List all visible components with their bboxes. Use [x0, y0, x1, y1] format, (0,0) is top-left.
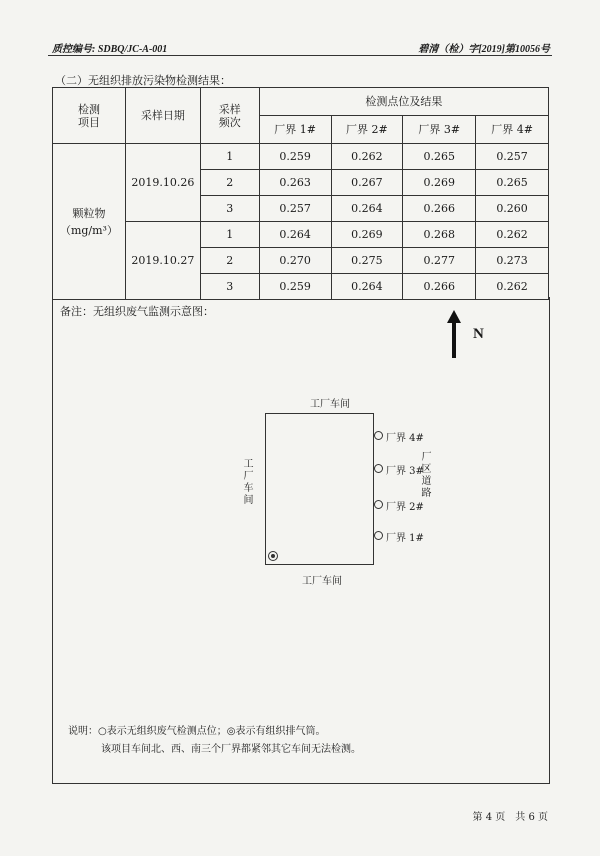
- value-cell: 0.270: [259, 248, 331, 274]
- monitor-point-1-label: 厂界 1#: [386, 533, 424, 544]
- item-name: 颗粒物: [72, 206, 106, 220]
- note-explanation: 该项目车间北、西、南三个厂界都紧邻其它车间无法检测。: [101, 744, 361, 755]
- value-cell: 0.264: [331, 196, 403, 222]
- value-cell: 0.259: [259, 144, 331, 170]
- monitor-point-2-label: 厂界 2#: [386, 502, 424, 513]
- value-cell: 0.259: [259, 274, 331, 300]
- freq-cell: 2: [200, 248, 259, 274]
- plant-building: [265, 413, 374, 565]
- monitor-point-3-icon: [374, 464, 383, 473]
- monitor-point-3-label: 厂界 3#: [386, 466, 424, 477]
- workshop-north-label: 工厂车间: [310, 399, 350, 410]
- value-cell: 0.264: [331, 274, 403, 300]
- freq-cell: 3: [200, 274, 259, 300]
- north-arrow-icon: [444, 310, 464, 358]
- item-cell: [53, 144, 126, 300]
- report-number: 碧清（检）字[2019]第10056号: [418, 44, 550, 55]
- date-cell: 2019.10.27: [125, 222, 200, 300]
- value-cell: 0.269: [331, 222, 403, 248]
- value-cell: 0.275: [331, 248, 403, 274]
- header-frequency: 采样 频次: [200, 88, 259, 144]
- table-row: [53, 144, 549, 170]
- north-label: N: [473, 326, 484, 342]
- value-cell: 0.269: [403, 170, 476, 196]
- monitor-point-2-icon: [374, 500, 383, 509]
- value-cell: 0.277: [403, 248, 476, 274]
- value-cell: 0.273: [476, 248, 549, 274]
- value-cell: 0.262: [476, 274, 549, 300]
- date-cell: 2019.10.26: [125, 144, 200, 222]
- header-divider: [48, 55, 552, 56]
- freq-cell: 1: [200, 144, 259, 170]
- freq-cell: 2: [200, 170, 259, 196]
- value-cell: 0.267: [331, 170, 403, 196]
- header-point-3: 厂界 3#: [403, 116, 476, 144]
- value-cell: 0.263: [259, 170, 331, 196]
- value-cell: 0.262: [476, 222, 549, 248]
- workshop-south-label: 工厂车间: [302, 576, 342, 587]
- page-number: 第 4 页 共 6 页: [472, 812, 548, 823]
- section-title: （二）无组织排放污染物检测结果：: [55, 74, 231, 87]
- monitor-point-1-icon: [374, 531, 383, 540]
- note-legend: 说明：○表示无组织废气检测点位；◎表示有组织排气筒。: [68, 726, 326, 737]
- header-points: 检测点位及结果: [259, 88, 548, 116]
- value-cell: 0.260: [476, 196, 549, 222]
- road-label: 厂区道路: [421, 452, 432, 499]
- remark-label: 备注：无组织废气监测示意图：: [60, 305, 214, 318]
- value-cell: 0.262: [331, 144, 403, 170]
- exhaust-stack-icon: [268, 551, 278, 561]
- value-cell: 0.266: [403, 196, 476, 222]
- monitor-point-4-label: 厂界 4#: [386, 433, 424, 444]
- value-cell: 0.265: [476, 170, 549, 196]
- monitor-point-4-icon: [374, 431, 383, 440]
- header-point-1: 厂界 1#: [259, 116, 331, 144]
- freq-cell: 3: [200, 196, 259, 222]
- header-item: 检测 项目: [53, 88, 126, 144]
- header-point-2: 厂界 2#: [331, 116, 403, 144]
- header-point-4: 厂界 4#: [476, 116, 549, 144]
- value-cell: 0.257: [259, 196, 331, 222]
- value-cell: 0.268: [403, 222, 476, 248]
- table-row: [53, 222, 549, 248]
- value-cell: 0.265: [403, 144, 476, 170]
- results-table: [52, 87, 549, 300]
- control-number: 质控编号: SDBQ/JC-A-001: [52, 44, 168, 55]
- value-cell: 0.266: [403, 274, 476, 300]
- workshop-west-label: 工厂车间: [243, 459, 254, 506]
- freq-cell: 1: [200, 222, 259, 248]
- value-cell: 0.257: [476, 144, 549, 170]
- item-unit: （mg/m³）: [59, 223, 118, 237]
- header-date: 采样日期: [125, 88, 200, 144]
- value-cell: 0.264: [259, 222, 331, 248]
